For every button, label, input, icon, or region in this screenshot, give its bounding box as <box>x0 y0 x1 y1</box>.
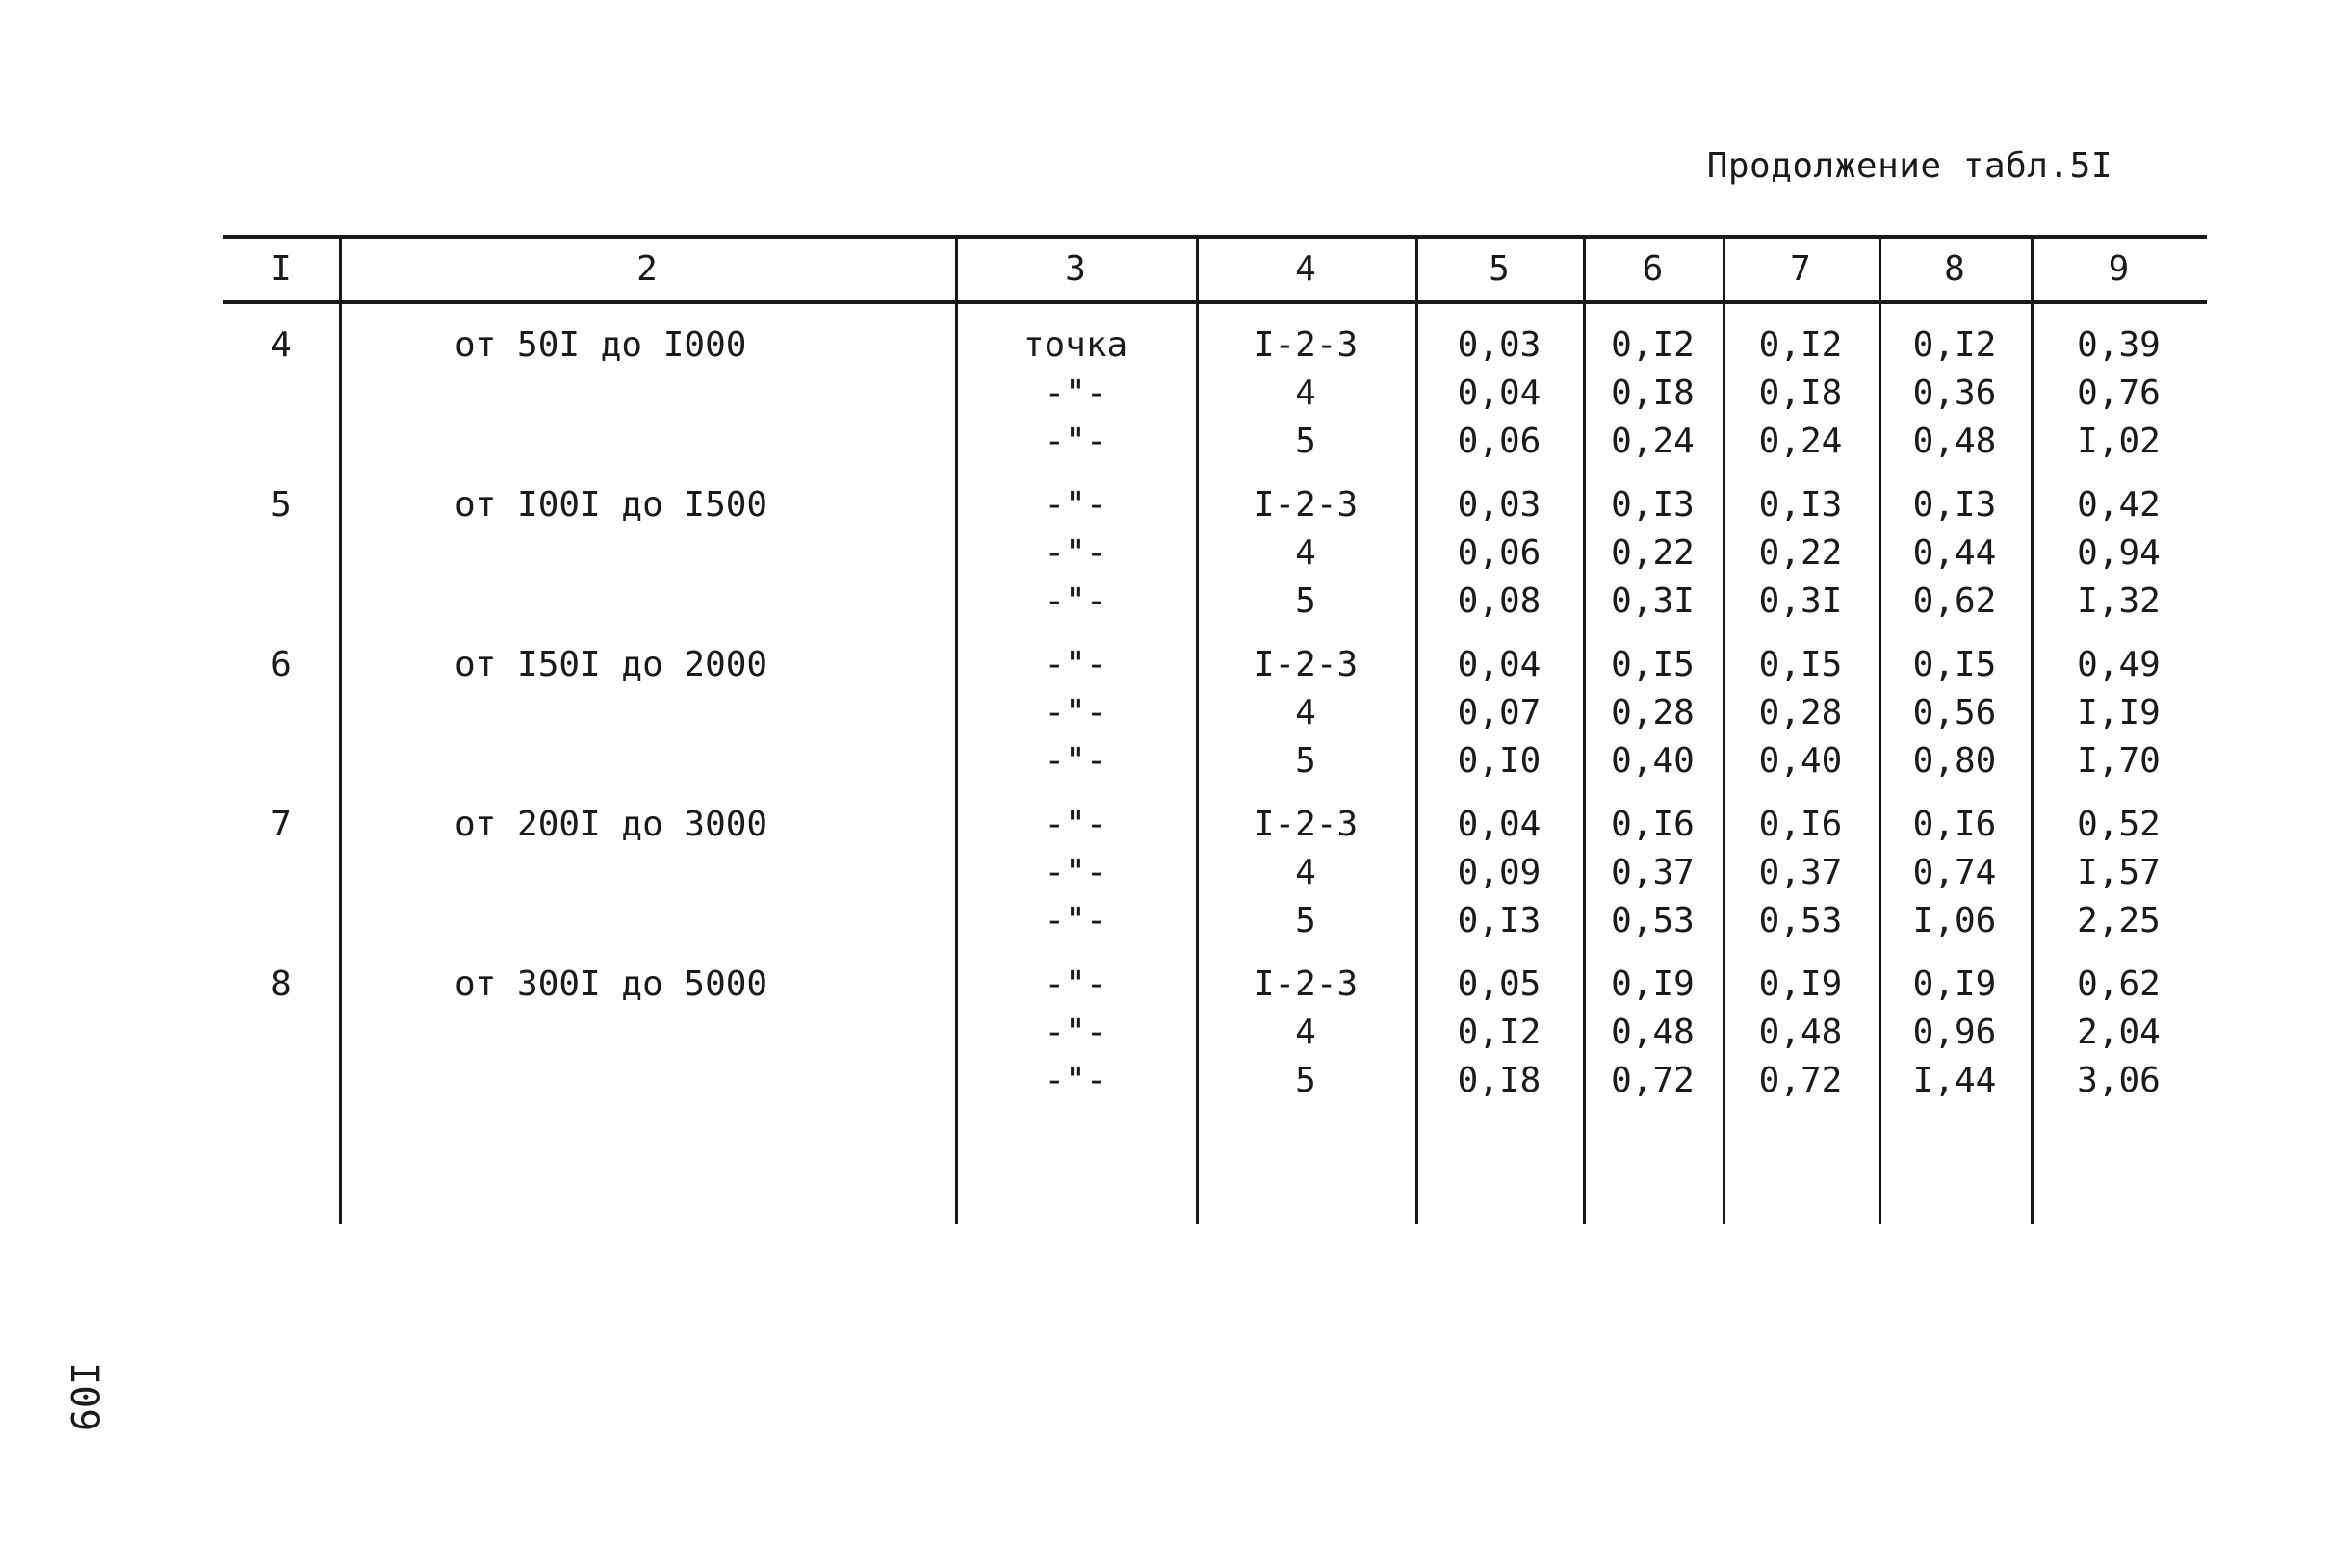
table-row-group <box>223 801 2207 945</box>
table-cell: 0,I5 <box>1758 645 1843 684</box>
table-cell: 5 <box>1295 741 1316 781</box>
table-cell: 4 <box>1295 1013 1316 1052</box>
table-cell: 0,I8 <box>1758 373 1843 413</box>
column-header: 3 <box>1065 249 1086 289</box>
table-cell: 0,05 <box>1457 964 1542 1004</box>
range-label: от 50I до I000 <box>454 325 747 365</box>
table-cell: 0,28 <box>1758 693 1843 733</box>
table-cell: 0,I3 <box>1758 485 1843 525</box>
table-cell: I,I9 <box>2077 693 2161 733</box>
table-cell: 0,53 <box>1611 901 1695 940</box>
table-cell: 0,04 <box>1457 805 1542 844</box>
table-cell: I-2-3 <box>1253 485 1359 525</box>
table-cell: -"- <box>1044 853 1107 892</box>
range-label: от I00I до I500 <box>454 485 768 525</box>
table-cell: 0,I3 <box>1611 485 1695 525</box>
range-label: от 300I до 5000 <box>454 964 768 1004</box>
table-cell: 4 <box>1295 853 1316 892</box>
table-cell: 5 <box>1295 581 1316 621</box>
table-cell: 5 <box>1295 1061 1316 1100</box>
table-cell: I-2-3 <box>1253 645 1359 684</box>
table-cell: 0,I5 <box>1912 645 1997 684</box>
data-table <box>223 235 2207 1224</box>
table-cell: 0,I2 <box>1457 1013 1542 1052</box>
table-cell: -"- <box>1044 1061 1107 1100</box>
table-cell: 0,40 <box>1758 741 1843 781</box>
row-number: 6 <box>271 645 292 684</box>
table-cell: 0,I6 <box>1611 805 1695 844</box>
table-cell: 2,04 <box>2077 1013 2161 1052</box>
table-cell: 0,37 <box>1758 853 1843 892</box>
table-cell: 0,I8 <box>1611 373 1695 413</box>
table-row-group <box>223 321 2207 466</box>
table-cell: 0,48 <box>1912 422 1997 461</box>
table-cell: 0,04 <box>1457 645 1542 684</box>
table-cell: 0,I8 <box>1457 1061 1542 1100</box>
table-cell: 4 <box>1295 693 1316 733</box>
row-number: 4 <box>271 325 292 365</box>
table-cell: 0,I3 <box>1912 485 1997 525</box>
table-cell: 0,22 <box>1611 533 1695 573</box>
table-cell: I-2-3 <box>1253 964 1359 1004</box>
table-cell: 0,72 <box>1611 1061 1695 1100</box>
table-cell: 0,52 <box>2077 805 2161 844</box>
table-cell: 0,62 <box>2077 964 2161 1004</box>
table-cell: -"- <box>1044 901 1107 940</box>
table-cell: 5 <box>1295 901 1316 940</box>
range-label: от 200I до 3000 <box>454 805 768 844</box>
table-header <box>223 239 2207 300</box>
table-cell: 0,36 <box>1912 373 1997 413</box>
table-cell: 0,48 <box>1611 1013 1695 1052</box>
table-cell: I,02 <box>2077 422 2161 461</box>
table-cell: 0,04 <box>1457 373 1542 413</box>
table-cell: 0,96 <box>1912 1013 1997 1052</box>
table-cell: 0,40 <box>1611 741 1695 781</box>
table-cell: 0,I5 <box>1611 645 1695 684</box>
table-cell: 0,22 <box>1758 533 1843 573</box>
table-cell: 0,I2 <box>1611 325 1695 365</box>
page-number: I09 <box>62 1362 106 1432</box>
column-header: 2 <box>636 249 658 289</box>
table-row-group <box>223 641 2207 785</box>
table-cell: 5 <box>1295 422 1316 461</box>
table-cell: -"- <box>1044 373 1107 413</box>
table-cell: 0,07 <box>1457 693 1542 733</box>
column-header: 4 <box>1295 249 1316 289</box>
table-cell: 0,I9 <box>1912 964 1997 1004</box>
column-header: 8 <box>1944 249 1965 289</box>
table-cell: 0,3I <box>1611 581 1695 621</box>
table-cell: 0,I2 <box>1758 325 1843 365</box>
table-cell: 0,03 <box>1457 485 1542 525</box>
table-cell: 0,28 <box>1611 693 1695 733</box>
table-cell: -"- <box>1044 645 1107 684</box>
table-cell: I-2-3 <box>1253 805 1359 844</box>
table-cell: 0,I0 <box>1457 741 1542 781</box>
table-cell: 0,39 <box>2077 325 2161 365</box>
table-body <box>223 321 2207 1120</box>
table-row-group <box>223 481 2207 626</box>
row-number: 8 <box>271 964 292 1004</box>
table-cell: I-2-3 <box>1253 325 1359 365</box>
table-cell: 2,25 <box>2077 901 2161 940</box>
table-cell: -"- <box>1044 964 1107 1004</box>
table-cell: 0,I6 <box>1758 805 1843 844</box>
table-cell: -"- <box>1044 805 1107 844</box>
column-header: I <box>271 249 292 289</box>
table-cell: -"- <box>1044 422 1107 461</box>
table-cell: 0,24 <box>1758 422 1843 461</box>
table-cell: I,32 <box>2077 581 2161 621</box>
table-cell: 0,72 <box>1758 1061 1843 1100</box>
table-cell: 0,09 <box>1457 853 1542 892</box>
table-cell: 0,62 <box>1912 581 1997 621</box>
table-cell: 0,48 <box>1758 1013 1843 1052</box>
table-cell: 0,I9 <box>1758 964 1843 1004</box>
table-cell: 0,53 <box>1758 901 1843 940</box>
table-cell: 0,76 <box>2077 373 2161 413</box>
table-cell: -"- <box>1044 741 1107 781</box>
row-number: 5 <box>271 485 292 525</box>
table-cell: 0,3I <box>1758 581 1843 621</box>
column-header: 7 <box>1790 249 1811 289</box>
table-cell: 0,I9 <box>1611 964 1695 1004</box>
table-cell: 0,06 <box>1457 533 1542 573</box>
table-cell: 0,06 <box>1457 422 1542 461</box>
table-cell: -"- <box>1044 1013 1107 1052</box>
table-cell: I,06 <box>1912 901 1997 940</box>
table-cell: I,44 <box>1912 1061 1997 1100</box>
table-header-rule <box>223 300 2207 304</box>
table-cell: 0,44 <box>1912 533 1997 573</box>
table-cell: 0,I3 <box>1457 901 1542 940</box>
table-cell: 0,24 <box>1611 422 1695 461</box>
table-cell: 0,03 <box>1457 325 1542 365</box>
table-caption: Продолжение табл.5I <box>1706 146 2112 186</box>
table-cell: -"- <box>1044 533 1107 573</box>
table-cell: 0,I6 <box>1912 805 1997 844</box>
table-cell: 0,74 <box>1912 853 1997 892</box>
table-cell: 0,42 <box>2077 485 2161 525</box>
column-header: 9 <box>2108 249 2130 289</box>
range-label: от I50I до 2000 <box>454 645 768 684</box>
column-header: 5 <box>1489 249 1510 289</box>
table-cell: точка <box>1023 325 1128 365</box>
table-cell: I,57 <box>2077 853 2161 892</box>
table-cell: 0,37 <box>1611 853 1695 892</box>
table-cell: -"- <box>1044 485 1107 525</box>
row-number: 7 <box>271 805 292 844</box>
table-cell: I,70 <box>2077 741 2161 781</box>
table-cell: 0,49 <box>2077 645 2161 684</box>
table-cell: 4 <box>1295 533 1316 573</box>
table-cell: 0,80 <box>1912 741 1997 781</box>
column-header: 6 <box>1642 249 1664 289</box>
table-cell: 3,06 <box>2077 1061 2161 1100</box>
table-cell: 4 <box>1295 373 1316 413</box>
table-cell: -"- <box>1044 581 1107 621</box>
table-cell: 0,I2 <box>1912 325 1997 365</box>
table-cell: 0,56 <box>1912 693 1997 733</box>
table-cell: 0,94 <box>2077 533 2161 573</box>
table-row-group <box>223 961 2207 1105</box>
table-cell: -"- <box>1044 693 1107 733</box>
table-cell: 0,08 <box>1457 581 1542 621</box>
